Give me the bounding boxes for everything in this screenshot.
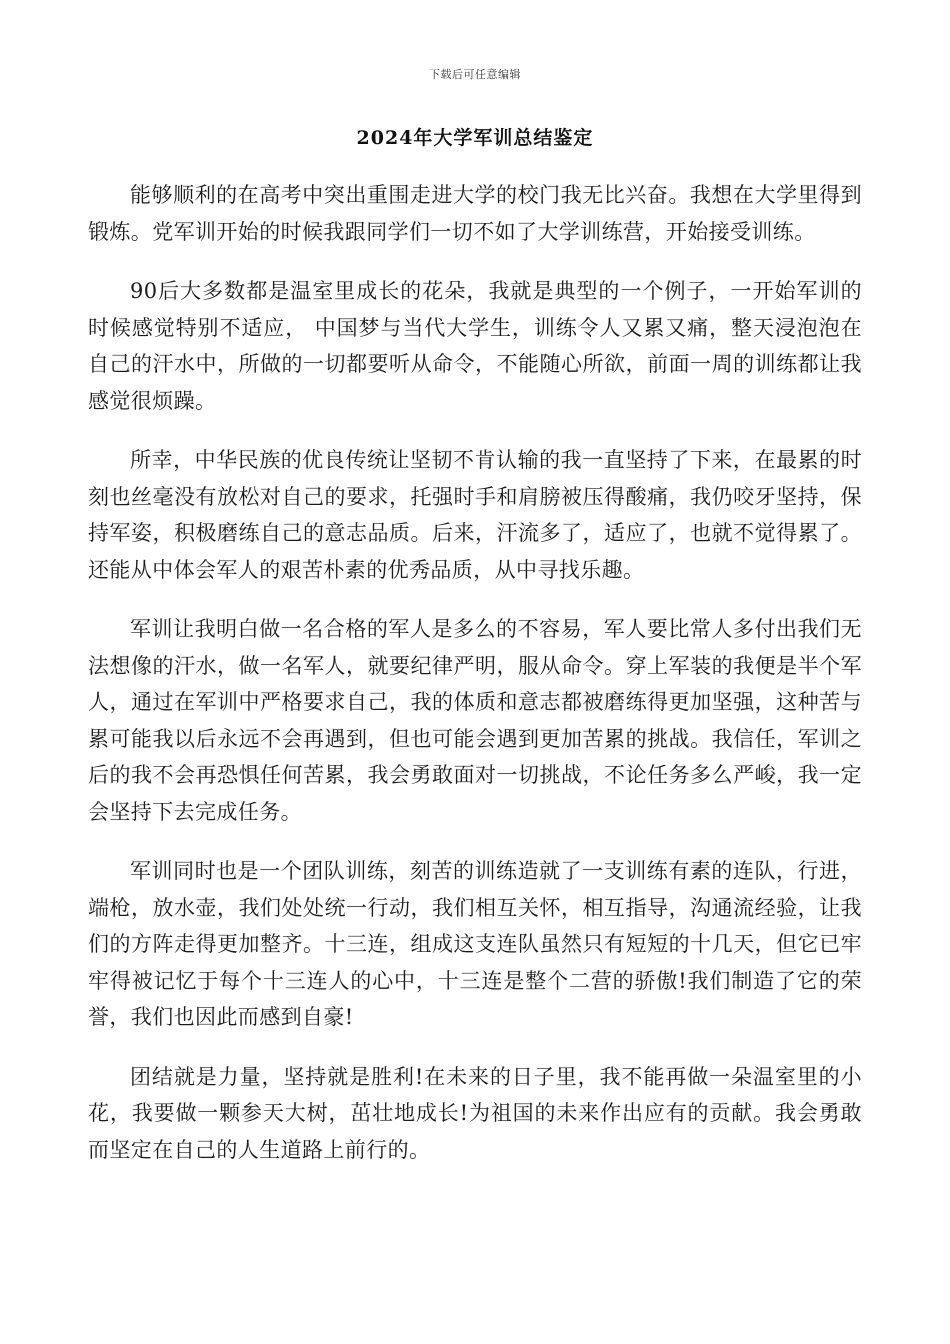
document-body <box>88 177 862 1191</box>
paragraph-4: 军训让我明白做一名合格的军人是多么的不容易，军人要比常人多付出我们无法想像的汗水，做一名军人，就要纪律严明，服从命令。穿上军装的我便是半个军人，通过在军训中严格要求自己，我的体质和意志都被磨练得更加坚强，这种苦与累可能我以后永远不会再遇到，但也可能会遇到更加苦累的挑战。我信任，军训之后的我不会再恐惧任何苦累，我会勇敢面对一切挑战，不论任务多么严峻，我一定会坚持下去完成任务。 <box>88 617 862 824</box>
header-note: 下载后可任意编辑 <box>429 68 521 81</box>
paragraph-3: 所幸，中华民族的优良传统让坚韧不肯认输的我一直坚持了下来，在最累的时刻也丝毫没有放松对自己的要求，托强时手和肩膀被压得酸痛，我仍咬牙坚持，保持军姿，积极磨练自己的意志品质。后来，汗流多了，适应了，也就不觉得累了。 还能从中体会军人的艰苦朴素的优秀品质，从中寻找乐趣。 <box>88 448 862 582</box>
paragraph-2: 90后大多数都是温室里成长的花朵，我就是典型的一个例子，一开始军训的时候感觉特别不适应， 中国梦与当代大学生，训练令人又累又痛，整天浸泡泡在自己的汗水中，所做的一切都要听从命令，不能随心所欲，前面一周的训练都让我感觉很烦躁。 <box>88 279 862 413</box>
paragraph-1: 能够顺利的在高考中突出重围走进大学的校门我无比兴奋。我想在大学里得到锻炼。党军训开始的时候我跟同学们一切不如了大学训练营，开始接受训练。 <box>88 183 862 244</box>
document-title: 2024年大学军训总结鉴定 <box>356 127 594 149</box>
paragraph-6: 团结就是力量，坚持就是胜利!在未来的日子里，我不能再做一朵温室里的小花，我要做一颗参天大树，茁壮地成长!为祖国的未来作出应有的贡献。我会勇敢而坚定在自己的人生道路上前行的。 <box>88 1064 862 1162</box>
paragraph-5: 军训同时也是一个团队训练，刻苦的训练造就了一支训练有素的连队，行进，端枪，放水壶，我们处处统一行动，我们相互关怀，相互指导，沟通流经验，让我们的方阵走得更加整齐。十三连，组成这支连队虽然只有短短的十几天，但它已牢牢得被记忆于每个十三连人的心中，十三连是整个二营的骄傲!我们制造了它的荣誉，我们也因此而感到自豪! <box>88 859 862 1029</box>
